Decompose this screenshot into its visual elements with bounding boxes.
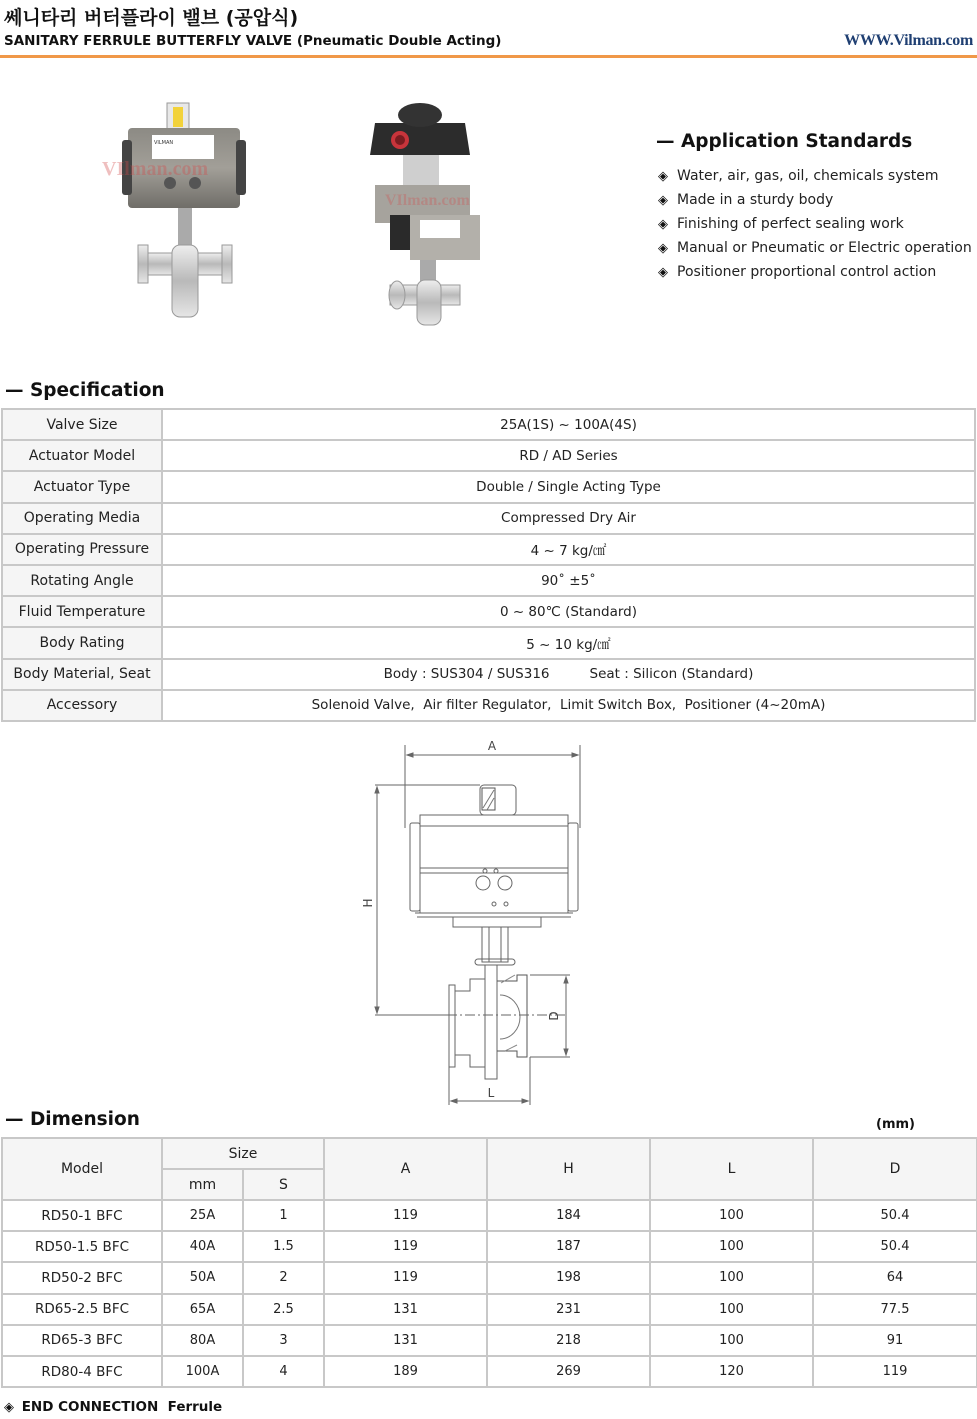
column-header-a: A	[324, 1138, 487, 1200]
cell-a: 119	[324, 1231, 487, 1262]
spec-value: RD / AD Series	[162, 440, 975, 471]
cell-d: 119	[813, 1356, 977, 1387]
cell-d: 64	[813, 1262, 977, 1293]
cell-a: 119	[324, 1262, 487, 1293]
cell-d: 50.4	[813, 1200, 977, 1231]
cell-d: 91	[813, 1325, 977, 1356]
technical-drawing	[355, 733, 585, 1111]
spec-label: Accessory	[2, 690, 162, 721]
spec-label: Body Rating	[2, 627, 162, 658]
cell-a: 131	[324, 1325, 487, 1356]
dimension-heading: — Dimension	[5, 1109, 140, 1130]
column-header-d: D	[813, 1138, 977, 1200]
cell-l: 100	[650, 1294, 813, 1325]
table-row	[2, 471, 975, 502]
end-connection-note	[4, 1399, 222, 1415]
page-title-english: SANITARY FERRULE BUTTERFLY VALVE (Pneumatic Double Acting)	[4, 33, 502, 49]
dimension-unit: (mm)	[876, 1117, 915, 1132]
watermark-text: VIlman.com	[102, 158, 209, 180]
cell-l: 100	[650, 1200, 813, 1231]
table-row	[2, 1325, 977, 1356]
column-header-model: Model	[2, 1138, 162, 1200]
application-item-text: Made in a sturdy body	[677, 192, 834, 208]
application-item-text: Positioner proportional control action	[677, 264, 937, 280]
cell-a: 131	[324, 1294, 487, 1325]
dimension-label-d: D	[547, 1011, 561, 1021]
cell-l: 100	[650, 1231, 813, 1262]
cell-mm: 80A	[162, 1325, 243, 1356]
column-header-mm: mm	[162, 1169, 243, 1200]
table-row	[2, 627, 975, 658]
product-photo-valve-limit-switch	[345, 95, 495, 330]
spec-label: Fluid Temperature	[2, 596, 162, 627]
cell-h: 184	[487, 1200, 650, 1231]
cell-mm: 40A	[162, 1231, 243, 1262]
cell-model: RD65-3 BFC	[2, 1325, 162, 1356]
table-row	[2, 1262, 977, 1293]
table-row	[2, 503, 975, 534]
cell-model: RD50-2 BFC	[2, 1262, 162, 1293]
brand-link[interactable]: WWW.Vilman.com	[844, 32, 973, 49]
cell-l: 100	[650, 1325, 813, 1356]
cell-s: 3	[243, 1325, 324, 1356]
diamond-bullet-icon: ◈	[658, 241, 668, 256]
application-item-text: Water, air, gas, oil, chemicals system	[677, 168, 939, 184]
page-title-korean: 쎄니타리 버터플라이 밸브 (공압식)	[4, 7, 299, 29]
product-photo-valve-actuator	[100, 95, 265, 325]
application-item-text: Manual or Pneumatic or Electric operation	[677, 240, 972, 256]
cell-model: RD65-2.5 BFC	[2, 1294, 162, 1325]
cell-s: 1	[243, 1200, 324, 1231]
table-row	[2, 1231, 977, 1262]
table-row	[2, 440, 975, 471]
dimension-label-h: H	[361, 898, 375, 908]
header-divider	[0, 55, 977, 58]
table-row	[2, 565, 975, 596]
dimension-table	[1, 1137, 977, 1388]
cell-mm: 100A	[162, 1356, 243, 1387]
diamond-bullet-icon: ◈	[658, 169, 668, 184]
cell-s: 2.5	[243, 1294, 324, 1325]
list-item	[658, 214, 972, 238]
table-row	[2, 1200, 977, 1231]
cell-mm: 25A	[162, 1200, 243, 1231]
spec-label: Actuator Type	[2, 471, 162, 502]
cell-d: 50.4	[813, 1231, 977, 1262]
application-standards-heading: — Application Standards	[656, 131, 913, 152]
spec-label: Operating Pressure	[2, 534, 162, 565]
diamond-bullet-icon: ◈	[4, 1400, 14, 1415]
spec-value: Compressed Dry Air	[162, 503, 975, 534]
spec-value: Double / Single Acting Type	[162, 471, 975, 502]
table-row	[2, 1356, 977, 1387]
list-item	[658, 166, 972, 190]
watermark-text-2: VIlman.com	[385, 192, 470, 209]
cell-h: 198	[487, 1262, 650, 1293]
cell-s: 1.5	[243, 1231, 324, 1262]
spec-value: 90˚ ±5˚	[162, 565, 975, 596]
spec-value-body: Body : SUS304 / SUS316	[383, 666, 550, 683]
spec-value	[162, 659, 975, 690]
end-connection-label: END CONNECTION	[21, 1399, 159, 1415]
application-standards-list	[658, 166, 972, 286]
spec-label: Rotating Angle	[2, 565, 162, 596]
cell-a: 119	[324, 1200, 487, 1231]
list-item	[658, 262, 972, 286]
cell-s: 4	[243, 1356, 324, 1387]
column-header-h: H	[487, 1138, 650, 1200]
specification-heading: — Specification	[5, 380, 165, 401]
cell-d: 77.5	[813, 1294, 977, 1325]
cell-l: 120	[650, 1356, 813, 1387]
spec-label: Body Material, Seat	[2, 659, 162, 690]
table-row	[2, 690, 975, 721]
cell-model: RD50-1 BFC	[2, 1200, 162, 1231]
cell-h: 187	[487, 1231, 650, 1262]
cell-model: RD80-4 BFC	[2, 1356, 162, 1387]
list-item	[658, 190, 972, 214]
spec-value: 4 ~ 7 kg/㎠	[162, 534, 975, 565]
table-header-row	[2, 1138, 977, 1169]
spec-value: Solenoid Valve, Air filter Regulator, Limit Switch Box, Positioner (4~20mA)	[162, 690, 975, 721]
column-header-l: L	[650, 1138, 813, 1200]
spec-label: Actuator Model	[2, 440, 162, 471]
column-header-s: S	[243, 1169, 324, 1200]
cell-h: 269	[487, 1356, 650, 1387]
spec-value: 5 ~ 10 kg/㎠	[162, 627, 975, 658]
cell-h: 231	[487, 1294, 650, 1325]
column-header-size: Size	[162, 1138, 324, 1169]
specification-table	[1, 408, 976, 722]
table-row	[2, 659, 975, 690]
cell-h: 218	[487, 1325, 650, 1356]
diamond-bullet-icon: ◈	[658, 217, 668, 232]
table-row	[2, 534, 975, 565]
end-connection-value: Ferrule	[167, 1399, 223, 1415]
list-item	[658, 238, 972, 262]
spec-value: 0 ~ 80℃ (Standard)	[162, 596, 975, 627]
cell-mm: 65A	[162, 1294, 243, 1325]
dimension-label-l: L	[487, 1086, 495, 1100]
cell-model: RD50-1.5 BFC	[2, 1231, 162, 1262]
table-row	[2, 409, 975, 440]
spec-value: 25A(1S) ~ 100A(4S)	[162, 409, 975, 440]
table-row	[2, 596, 975, 627]
cell-s: 2	[243, 1262, 324, 1293]
diamond-bullet-icon: ◈	[658, 265, 668, 280]
cell-l: 100	[650, 1262, 813, 1293]
cell-a: 189	[324, 1356, 487, 1387]
table-row	[2, 1294, 977, 1325]
actuator-label-text: VILMAN	[154, 140, 174, 146]
spec-label: Valve Size	[2, 409, 162, 440]
application-item-text: Finishing of perfect sealing work	[677, 216, 904, 232]
spec-label: Operating Media	[2, 503, 162, 534]
cell-mm: 50A	[162, 1262, 243, 1293]
dimension-label-a: A	[487, 739, 497, 753]
spec-value-seat: Seat : Silicon (Standard)	[589, 666, 754, 683]
diamond-bullet-icon: ◈	[658, 193, 668, 208]
